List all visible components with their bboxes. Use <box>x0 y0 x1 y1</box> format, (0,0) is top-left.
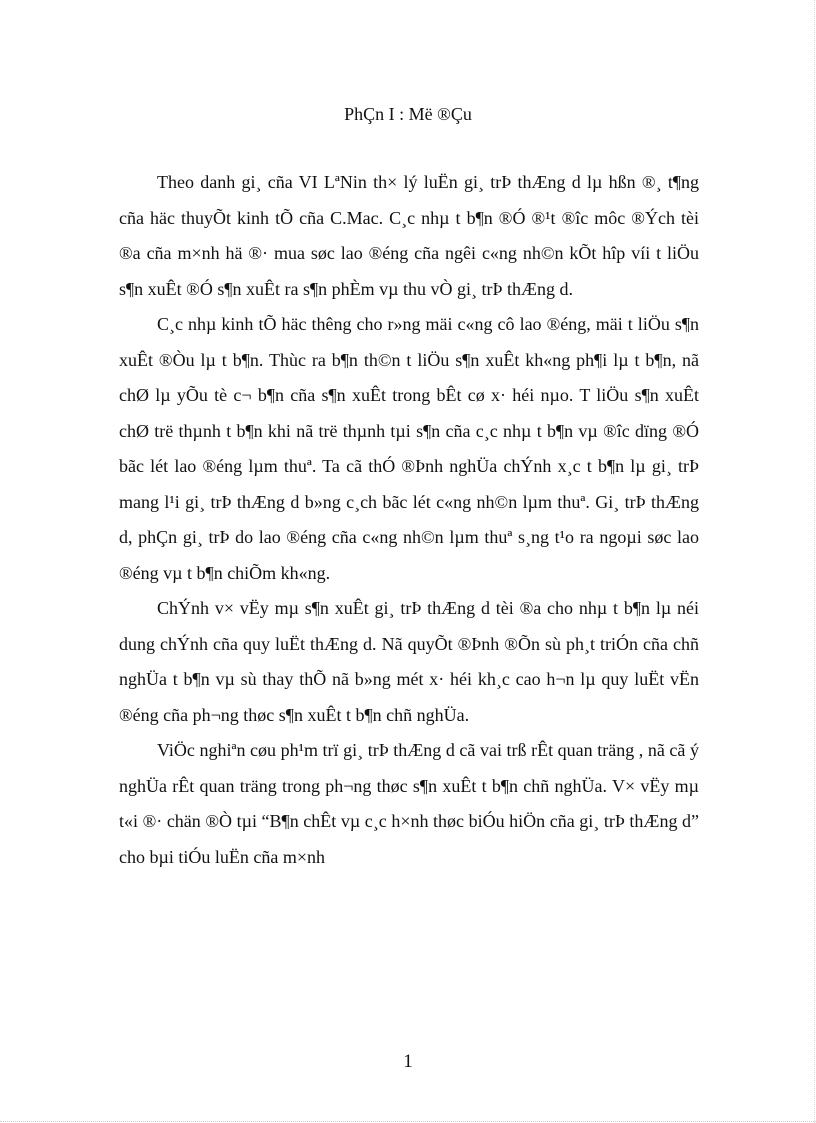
page-right-edge <box>814 0 815 1123</box>
page-bottom-edge <box>0 1121 816 1122</box>
paragraph-1: Theo danh gi¸ cña VI LªNin th× lý luËn gi¸ trÞ thÆng d lµ hßn ®¸ t¶ng cña häc thuyÕt kinh tÕ cña C.Mac. C¸c nhµ t b¶n ®Ó ®¹t ®îc môc ®Ých tèi ®a cña m×nh hä ®· mua søc lao ®éng cña ngêi c«ng nh©n kÕt hîp víi t liÖu s¶n xuÊt ®Ó s¶n xuÊt ra s¶n phÈm vµ thu vÒ gi¸ trÞ thÆng d. <box>119 172 699 299</box>
paragraph-4: ViÖc nghiªn cøu ph¹m trï gi¸ trÞ thÆng d cã vai trß rÊt quan träng , nã cã ý nghÜa rÊt quan träng trong ph¬ng thøc s¶n xuÊt t b¶n chñ nghÜa. V× vËy mµ t«i ®· chän ®Ò tµi “B¶n chÊt vµ c¸c h×nh thøc biÓu hiÖn cña gi¸ trÞ thÆng d” cho bµi tiÓu luËn cña m×nh <box>119 740 699 867</box>
paragraph-3: ChÝnh v× vËy mµ s¶n xuÊt gi¸ trÞ thÆng d tèi ®a cho nhµ t b¶n lµ néi dung chÝnh cña quy luËt thÆng d. Nã quyÕt ®Þnh ®Õn sù ph¸t triÓn cña chñ nghÜa t b¶n vµ sù thay thÕ nã b»ng mét x· héi kh¸c cao h¬n lµ quy luËt vËn ®éng cña ph¬ng thøc s¶n xuÊt t b¶n chñ nghÜa. <box>119 598 699 725</box>
paragraph-2: C¸c nhµ kinh tÕ häc thêng cho r»ng mäi c«ng cô lao ®éng, mäi t liÖu s¶n xuÊt ®Òu lµ t b¶n. Thùc ra b¶n th©n t liÖu s¶n xuÊt kh«ng ph¶i lµ t b¶n, nã chØ lµ yÕu tè c¬ b¶n cña s¶n xuÊt trong bÊt cø x· héi nµo. T liÖu s¶n xuÊt chØ trë thµnh t b¶n khi nã trë thµnh tµi s¶n cña c¸c nhµ t b¶n vµ ®îc dïng ®Ó bãc lét lao ®éng lµm thuª. Ta cã thÓ ®Þnh nghÜa chÝnh x¸c t b¶n lµ gi¸ trÞ mang l¹i gi¸ trÞ thÆng d b»ng c¸ch bãc lét c«ng nh©n lµm thuª. Gi¸ trÞ thÆng d, phÇn gi¸ trÞ do lao ®éng cña c«ng nh©n lµm thuª s¸ng t¹o ra ngoµi søc lao ®éng vµ t b¶n chiÕm kh«ng. <box>119 314 699 583</box>
body-text <box>119 165 699 875</box>
section-title: PhÇn I : Më ®Çu <box>344 104 472 124</box>
page-number: 1 <box>403 1051 413 1072</box>
